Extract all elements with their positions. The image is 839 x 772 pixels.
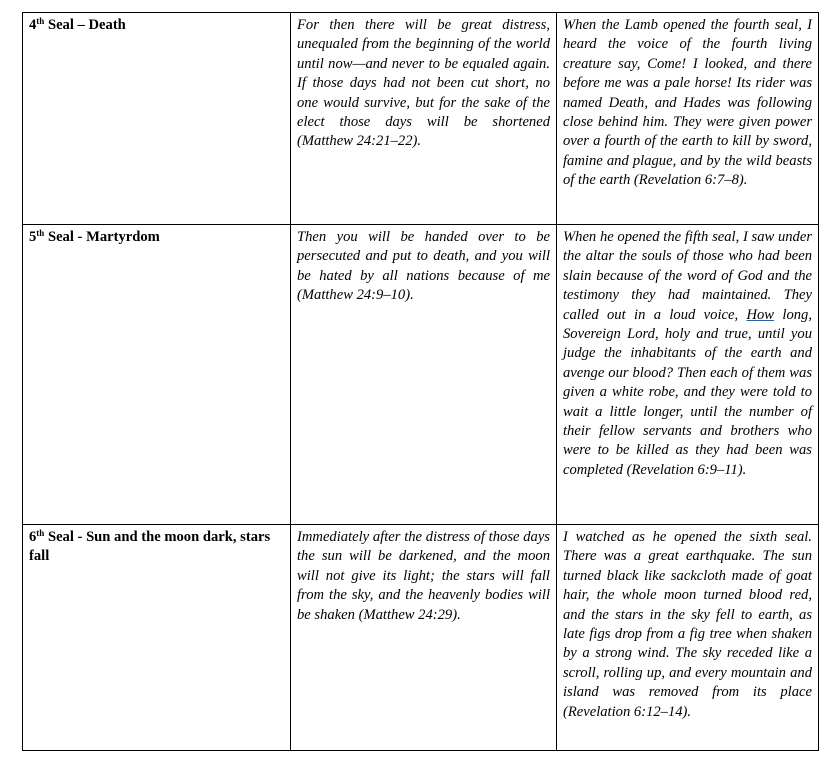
seal-title-text: Seal – Death <box>44 17 126 33</box>
table-row <box>23 13 819 225</box>
revelation-text-after: long, Sovereign Lord, holy and true, until you judge the inhabitants of the earth and avenge our blood? Then each of them was given a white robe, and they were told to wait a little longer, until the number of their fellow servants and brothers who were to be killed as they had been was completed (Revelation 6:9–11). <box>563 306 812 478</box>
seal-number: 6 <box>29 529 37 545</box>
ordinal-suffix: th <box>36 16 45 26</box>
revelation-quote-cell: I watched as he opened the sixth seal. There was a great earthquake. The sun turned black like sackcloth made of goat hair, the whole moon turned blood red, and the stars in the sky fell to earth, as late figs drop from a fig tree when shaken by a strong wind. The sky receded like a scroll, rolling up, and every mountain and island was removed from its place (Revelation 6:12–14). <box>557 525 819 751</box>
seals-comparison-table <box>22 12 819 751</box>
seal-title-text: Seal - Martyrdom <box>44 229 160 245</box>
seal-number: 5 <box>29 229 37 245</box>
matthew-quote-cell: Then you will be handed over to be persecuted and put to death, and you will be hated by all nations because of me (Matthew 24:9–10). <box>291 225 557 525</box>
revelation-quote-cell <box>557 225 819 525</box>
revelation-text-before: When he opened the fifth seal, I saw under the altar the souls of those who had been slain because of the word of God and the testimony they had maintained. They called out in a loud voice, <box>563 229 812 323</box>
matthew-quote-cell: For then there will be great distress, unequaled from the beginning of the world until now—and never to be equaled again. If those days had not been cut short, no one would survive, but for the sake of the elect those days will be shortened (Matthew 24:21–22). <box>291 13 557 225</box>
revelation-quote-cell: When the Lamb opened the fourth seal, I heard the voice of the fourth living creature say, Come! I looked, and there before me was a pale horse! Its rider was named Death, and Hades was following close behind him. They were given power over a fourth of the earth to kill by sword, famine and plague, and by the wild beasts of the earth (Revelation 6:7–8). <box>557 13 819 225</box>
seal-number: 4 <box>29 17 37 33</box>
matthew-quote-cell: Immediately after the distress of those days the sun will be darkened, and the moon will not give its light; the stars will fall from the sky, and the heavenly bodies will be shaken (Matthew 24:29). <box>291 525 557 751</box>
table-row <box>23 525 819 751</box>
seal-title-cell <box>23 13 291 225</box>
seal-title-cell <box>23 225 291 525</box>
underlined-word: How <box>746 306 775 323</box>
table-row <box>23 225 819 525</box>
ordinal-suffix: th <box>36 528 45 538</box>
seal-title-text: Seal - Sun and the moon dark, stars fall <box>29 529 271 565</box>
seal-title-cell <box>23 525 291 751</box>
ordinal-suffix: th <box>36 228 45 238</box>
